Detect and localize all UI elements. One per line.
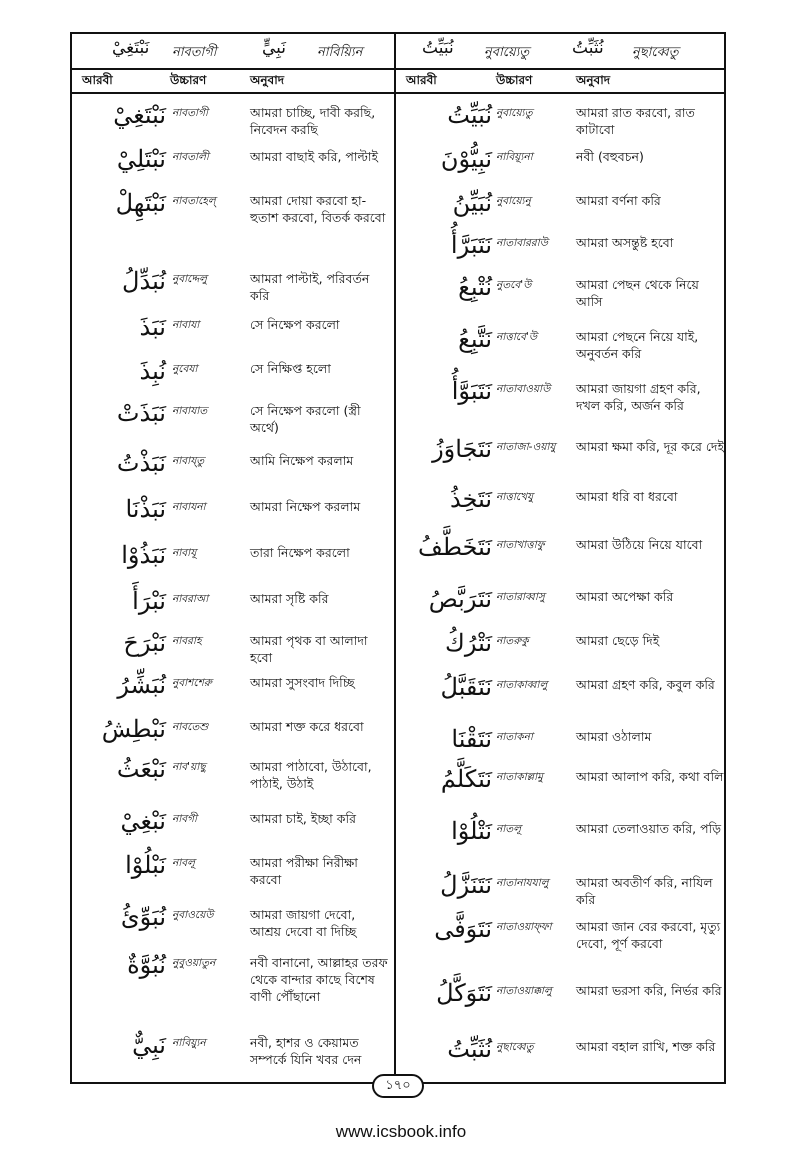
- pronunciation: নাবিয়্যূনা: [496, 151, 533, 163]
- arabic-word: نَتَوَكَّلُ: [436, 979, 492, 1007]
- arabic-word: نَبِيٌّ: [132, 1031, 166, 1059]
- arabic-word: نَتَّبِعُ: [458, 325, 492, 353]
- meaning: আমরা পেছনে নিয়ে যাই, অনুবর্তন করি: [576, 329, 699, 361]
- meaning: আমরা পরীক্ষা নিরীক্ষা করবো: [250, 855, 358, 887]
- arabic-word: نَتَبَوَّأُ: [451, 377, 492, 405]
- pronunciation: নুছাব্বেতু: [496, 1041, 534, 1053]
- meaning: আমরা উঠিয়ে নিয়ে যাবো: [576, 537, 703, 552]
- header-right-arabic-2: نُثَبِّتُ: [572, 38, 604, 58]
- arabic-word: نَتَرَبَّصُ: [428, 585, 492, 613]
- arabic-word: نَبْتَلِيْ: [116, 145, 166, 173]
- pronunciation: নাতলূ: [496, 823, 522, 835]
- meaning: আমি নিক্ষেপ করলাম: [250, 453, 354, 468]
- meaning: সে নিক্ষেপ করলো: [250, 317, 340, 332]
- pronunciation: নাতানাযযালু: [496, 877, 549, 889]
- meaning: আমরা জায়গা দেবো, আশ্রয় দেবো বা দিচ্ছি: [250, 907, 357, 939]
- pronunciation: নাতাখাত্তাফু: [496, 539, 545, 551]
- meaning: আমরা রাত করবো, রাত কাটাবো: [576, 105, 695, 137]
- meaning: আমরা অপেক্ষা করি: [576, 589, 674, 604]
- pronunciation: নাবায্তু: [172, 455, 205, 467]
- meaning: আমরা চাই, ইচ্ছা করি: [250, 811, 356, 826]
- pronunciation: নুবায়্যেনু: [496, 195, 531, 207]
- pronunciation: নাবতাগী: [172, 107, 208, 119]
- arabic-word: نَتْرُكُ: [445, 629, 492, 657]
- meaning: আমরা পেছন থেকে নিয়ে আসি: [576, 277, 699, 309]
- meaning: আমরা বর্ণনা করি: [576, 193, 661, 208]
- arabic-word: نَبْلُوْا: [125, 851, 166, 879]
- meaning: তারা নিক্ষেপ করলো: [250, 545, 350, 560]
- arabic-word: نُبَيِّتُ: [447, 101, 492, 129]
- arabic-word: نَبْطِشُ: [101, 715, 166, 743]
- pronunciation: নাতাকাল্লামু: [496, 771, 543, 783]
- pronunciation: নাতাওয়াক্কালু: [496, 985, 552, 997]
- meaning: আমরা দোয়া করবো হা-হুতাশ করবো, বিতর্ক করবো: [250, 193, 386, 225]
- meaning: আমরা সুসংবাদ দিচ্ছি: [250, 675, 355, 690]
- arabic-word: نَتَنَزَّلُ: [440, 871, 492, 899]
- pronunciation: নাবাযনা: [172, 501, 206, 513]
- meaning: আমরা চাচ্ছি, দাবী করছি, নিবেদন করছি: [250, 105, 376, 137]
- pronunciation: নাতরুকু: [496, 635, 529, 647]
- arabic-word: نَتَقْنَا: [451, 725, 492, 753]
- arabic-word: نَبْتَغِيْ: [113, 101, 166, 129]
- meaning: আমরা শক্ত করে ধরবো: [250, 719, 364, 734]
- meaning: আমরা নিক্ষেপ করলাম: [250, 499, 361, 514]
- pronunciation: নাবাযূ: [172, 547, 197, 559]
- arabic-word: نَبَذْتُ: [116, 449, 166, 477]
- pronunciation: নাতাজা-ওয়াযু: [496, 441, 556, 453]
- header-right-pron-1: নুবায়্যেতু: [484, 45, 530, 60]
- pronunciation: নুবেযা: [172, 363, 198, 375]
- column-divider: [394, 34, 396, 1086]
- pronunciation: নাত্তাবে'উ: [496, 331, 537, 343]
- page-number: ১৭০: [372, 1074, 424, 1098]
- arabic-word: نَتَجَاوَزُ: [432, 435, 492, 463]
- meaning: আমরা ওঠালাম: [576, 729, 652, 744]
- pronunciation: নাতাবাওয়াউ: [496, 383, 551, 395]
- pronunciation: নাবতালী: [172, 151, 209, 163]
- arabic-word: نَتَكَلَّمُ: [440, 765, 492, 793]
- meaning: আমরা গ্রহণ করি, কবুল করি: [576, 677, 715, 692]
- arabic-word: نَتَخَطَّفُ: [418, 533, 492, 561]
- arabic-word: نُبُوَّةٌ: [127, 951, 166, 979]
- arabic-word: نَتَبَرَّأُ: [450, 231, 492, 259]
- meaning: আমরা ক্ষমা করি, দূর করে দেই: [576, 439, 724, 454]
- pronunciation: নাতাবাররাউ: [496, 237, 548, 249]
- meaning: আমরা জান বের করবো, মৃত্যু দেবো, পূর্ণ করবো: [576, 919, 721, 951]
- arabic-word: نَبَذُوْا: [121, 541, 166, 569]
- col-header-pron-left: উচ্চারণ: [170, 73, 207, 87]
- meaning: নবী বানানো, আল্লাহর তরফ থেকে বান্দার কাছে বিশেষ বাণী পৌঁছানো: [250, 955, 388, 1004]
- pronunciation: নুবাওয়েউ: [172, 909, 214, 921]
- arabic-word: نَبْرَأَ: [132, 587, 166, 615]
- meaning: আমরা পাল্টাই, পরিবর্তন করি: [250, 271, 370, 303]
- header-left-pron-1: নাবতাগী: [172, 45, 217, 60]
- meaning: আমরা বহাল রাখি, শক্ত করি: [576, 1039, 716, 1054]
- header-right-pron-2: নুছাব্বেতু: [632, 45, 679, 60]
- col-header-meaning-right: অনুবাদ: [576, 73, 611, 87]
- meaning: আমরা পাঠাবো, উঠাবো, পাঠাই, উঠাই: [250, 759, 372, 791]
- arabic-word: نُتْبِعُ: [458, 273, 492, 301]
- pronunciation: নুবাশশেরু: [172, 677, 212, 689]
- meaning: আমরা অসন্তুষ্ট হবো: [576, 235, 674, 250]
- arabic-word: نَبْعَثُ: [116, 755, 166, 783]
- col-header-pron-right: উচ্চারণ: [496, 73, 533, 87]
- header-right-arabic-1: نُبَيِّتُ: [422, 38, 454, 58]
- pronunciation: নাবগী: [172, 813, 198, 825]
- arabic-word: نَبْغِيْ: [120, 807, 166, 835]
- arabic-word: نُبَيِّنُ: [452, 189, 492, 217]
- meaning: আমরা সৃষ্টি করি: [250, 591, 329, 606]
- pronunciation: নাতারাব্বাসু: [496, 591, 545, 603]
- pronunciation: নাতাকনা: [496, 731, 533, 743]
- pronunciation: নাবরাআ: [172, 593, 209, 605]
- arabic-word: نُبَدِّلُ: [122, 267, 166, 295]
- arabic-word: نُبِذَ: [139, 357, 166, 385]
- arabic-word: نُبَشِّرُ: [117, 671, 166, 699]
- pronunciation: নাব'য়াছু: [172, 761, 206, 773]
- pronunciation: নুতবে'উ: [496, 279, 532, 291]
- col-header-arabic-left: আরবী: [82, 73, 113, 87]
- pronunciation: নাবিয়্যুন: [172, 1037, 206, 1049]
- arabic-word: نُثَبِّتُ: [447, 1035, 492, 1063]
- pronunciation: নাতাওয়াফ্ফা: [496, 921, 552, 933]
- col-header-meaning-left: অনুবাদ: [250, 73, 285, 87]
- meaning: নবী (বহুবচন): [576, 149, 644, 164]
- arabic-word: نَبِيُّوْنَ: [440, 145, 492, 173]
- pronunciation: নাবতাহেল্: [172, 195, 216, 207]
- meaning: আমরা ভরসা করি, নির্ভর করি: [576, 983, 722, 998]
- pronunciation: নাবাযাত: [172, 405, 208, 417]
- meaning: আমরা জায়গা গ্রহণ করি, দখল করি, অর্জন করি: [576, 381, 701, 413]
- meaning: আমরা তেলাওয়াত করি, পড়ি: [576, 821, 722, 836]
- footer-url[interactable]: www.icsbook.info: [335, 1122, 467, 1141]
- header-left-pron-2: নাবিয়্যিন: [317, 45, 363, 60]
- meaning: আমরা ছেড়ে দিই: [576, 633, 660, 648]
- pronunciation: নুবায়্যেতু: [496, 107, 533, 119]
- pronunciation: নাবলূ: [172, 857, 195, 869]
- arabic-word: نَبَذْنَا: [125, 495, 166, 523]
- meaning: নবী, হাশর ও কেয়ামত সম্পর্কে যিনি খবর দেন: [250, 1035, 362, 1067]
- header-left-arabic-2: نَبِيٍّ: [262, 38, 287, 58]
- pronunciation: নাবরাহ: [172, 635, 202, 647]
- arabic-word: نَتْلُوْا: [451, 817, 492, 845]
- page-header: [72, 34, 724, 70]
- meaning: আমরা অবতীর্ণ করি, নাযিল করি: [576, 875, 713, 907]
- meaning: আমরা ধরি বা ধরবো: [576, 489, 678, 504]
- meaning: সে নিক্ষেপ করলো (স্ত্রী অর্থে): [250, 403, 361, 435]
- meaning: আমরা বাছাই করি, পাল্টাই: [250, 149, 379, 164]
- meaning: আমরা আলাপ করি, কথা বলি: [576, 769, 724, 784]
- pronunciation: নাতাকাব্বালু: [496, 679, 548, 691]
- arabic-word: نَبْتَهِلْ: [115, 189, 166, 217]
- arabic-word: نَتَوَفَّى: [434, 915, 492, 943]
- arabic-word: نَتَخِذُ: [449, 485, 492, 513]
- dictionary-page: [70, 32, 726, 1093]
- arabic-word: نَبَذَتْ: [116, 399, 166, 427]
- pronunciation: নাবতেশু: [172, 721, 209, 733]
- meaning: আমরা পৃথক বা আলাদা হবো: [250, 633, 368, 665]
- pronunciation: নুবুওয়াতুন: [172, 957, 216, 969]
- pronunciation: নুবাদ্দেলু: [172, 273, 207, 285]
- arabic-word: نُبَوِّئُ: [120, 903, 166, 931]
- pronunciation: নাত্তাখেযু: [496, 491, 534, 503]
- header-left-arabic-1: نَبْتَغِيْ: [112, 38, 150, 58]
- col-header-arabic-right: আরবী: [406, 73, 437, 87]
- arabic-word: نَتَقَبَّلُ: [440, 673, 492, 701]
- arabic-word: نَبَذَ: [139, 313, 166, 341]
- column-header-row: [72, 68, 724, 94]
- pronunciation: নাবাযা: [172, 319, 200, 331]
- meaning: সে নিক্ষিপ্ত হলো: [250, 361, 331, 376]
- arabic-word: نَبْرَحَ: [123, 629, 166, 657]
